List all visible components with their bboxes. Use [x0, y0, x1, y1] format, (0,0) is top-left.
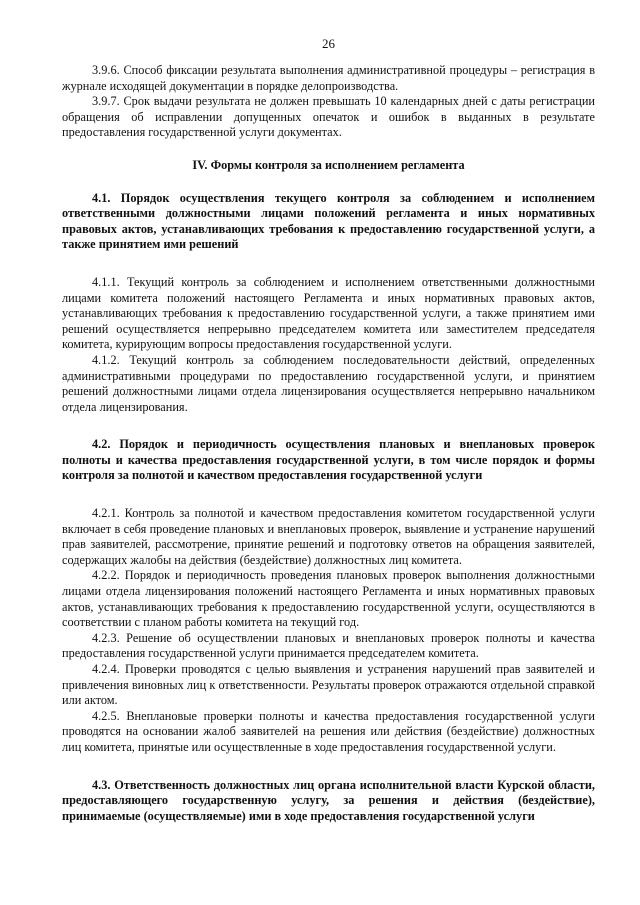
heading-4-1: 4.1. Порядок осуществления текущего контроля за соблюдением и исполнением ответственными должностными лицами положений регламента и иных нормативных правовых актов, устанавливающих требования к предоставлению государственной услуги, а также принятием ими решений [62, 190, 595, 252]
paragraph-4-2-3: 4.2.3. Решение об осуществлении плановых и внеплановых проверок полноты и качества предоставления государственной услуги принимается председателем комитета. [62, 630, 595, 661]
paragraph-4-2-1: 4.2.1. Контроль за полнотой и качеством предоставления комитетом государственной услуги включает в себя проведение плановых и внеплановых проверок, выявление и устранение нарушений прав заявителей, рассмотрение, принятие решений и подготовку ответов на обращения заявителей, содержащих жалобы на действия (бездействие) должностных лиц комитета. [62, 506, 595, 567]
heading-4-2: 4.2. Порядок и периодичность осуществления плановых и внеплановых проверок полноты и качества предоставления государственной услуги, в том числе порядок и формы контроля за полнотой и качеством предоставления государственной услуги [62, 437, 595, 483]
section-title: IV. Формы контроля за исполнением регламента [192, 157, 465, 172]
paragraph-4-2-2: 4.2.2. Порядок и периодичность проведения плановых проверок выполнения должностными лицами отдела лицензирования положений настоящего Регламента и иных нормативных правовых актов, устанавливающих требования к предоставлению государственной услуги, осуществляются в соответствии с планом работы комитета на текущий год. [62, 568, 595, 630]
paragraph-3-9-7: 3.9.7. Срок выдачи результата не должен превышать 10 календарных дней с даты регистрации обращения об исправлении допущенных опечаток и ошибок в выданных в результате предоставления государственной услуги документах. [62, 94, 595, 140]
paragraph-4-1-1: 4.1.1. Текущий контроль за соблюдением и исполнением ответственными должностными лицами комитета положений настоящего Регламента и иных нормативных правовых актов, устанавливающих требования к предоставлению государственной услуги, а также принятием ими решений осуществляется непрерывно председателем комитета или заместителем председателя комитета, курирующим вопросы предоставления государственной услуги. [62, 274, 595, 352]
paragraph-3-9-6: 3.9.6. Способ фиксации результата выполнения административной процедуры – регистрация в журнале исходящей документации в порядке делопроизводства. [62, 63, 595, 93]
paragraph-4-2-5: 4.2.5. Внеплановые проверки полноты и качества предоставления государственной услуги проводятся на основании жалоб заявителей на решения или действия (бездействие) должностных лиц комитета, принятые или осуществленные в ходе предоставления государственной услуги. [62, 708, 595, 754]
paragraph-4-1-2: 4.1.2. Текущий контроль за соблюдением последовательности действий, определенных административными процедурами по предоставлению государственной услуги, и принятием решений должностными лицами отдела лицензирования осуществляется непрерывно начальником отдела лицензирования. [62, 352, 595, 414]
heading-4-3: 4.3. Ответственность должностных лиц органа исполнительной власти Курской области, предоставляющего государственную услугу, за решения и действия (бездействие), принимаемые (осуществляемые) ими в ходе предоставления государственной услуги [62, 777, 595, 823]
page-number: 26 [322, 36, 335, 51]
paragraph-4-2-4: 4.2.4. Проверки проводятся с целью выявления и устранения нарушений прав заявителей и привлечения виновных лиц к ответственности. Результаты проверок отражаются отдельной справкой или актом. [62, 662, 595, 708]
document-body [62, 63, 595, 824]
